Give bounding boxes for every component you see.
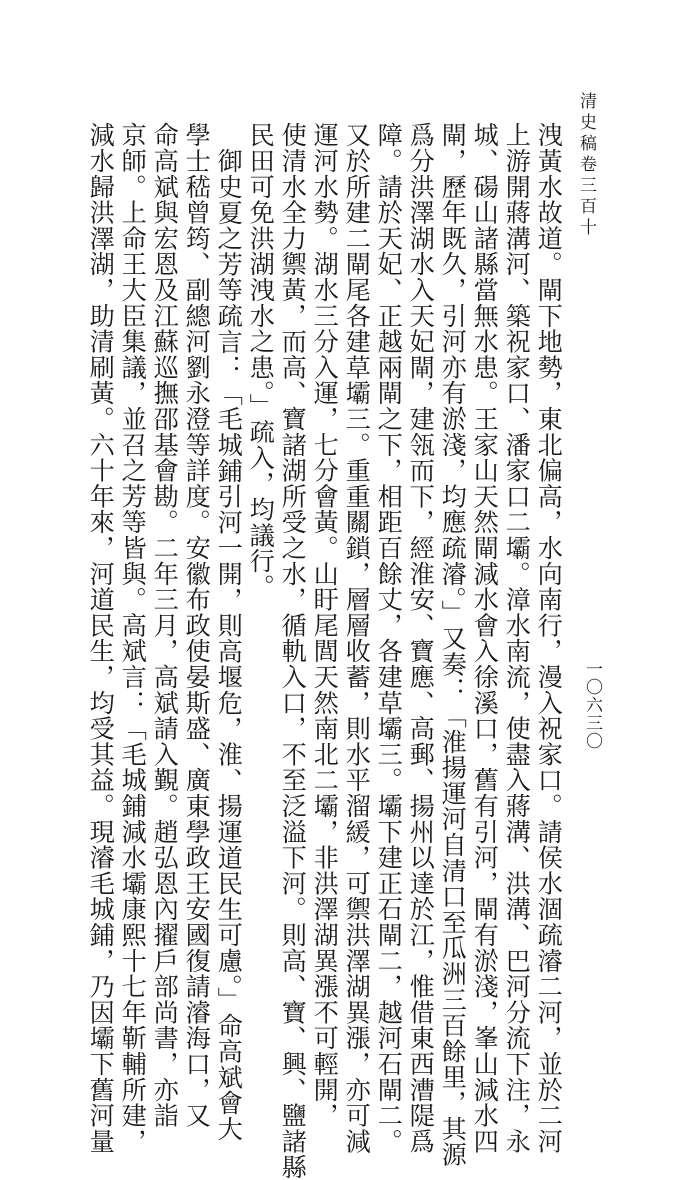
page-number: 一〇六三〇 (582, 660, 602, 750)
text-column: 爲分洪澤湖水入天妃閘，建瓴而下，經淮安、寶應、高郵、揚州以達於江，惟借東西漕隄爲 (406, 122, 436, 1154)
text-column: 御史夏之芳等疏言：「毛城鋪引河一開，則高堰危，淮、揚運道民生可慮。」命高斌會大 (214, 148, 244, 1142)
text-column: 洩黃水故道。閘下地勢，東北偏高，水向南行，漫入祝家口。請侯水涸疏濬二河，並於二河 (534, 122, 564, 1154)
text-column: 閘，歷年既久，引河亦有淤淺，均應疏濬。」又奏：「淮揚運河自清口至瓜洲三百餘里，其源 (438, 122, 468, 1168)
text-column: 京師。上命王大臣集議，並召之芳等皆與。高斌言：「毛城鋪減水壩康熙十七年靳輔所建， (118, 122, 148, 1154)
text-column: 又於所建二閘尾各建草壩三。重重關鎖，層層收蓄，則水平溜緩，可禦洪澤湖異漲，亦可減 (342, 122, 372, 1154)
text-column: 使清水全力禦黃，而高、寶諸湖所受之水，循軌入口，不至泛溢下河。則高、寶、興、鹽諸縣 (278, 122, 308, 1180)
running-title: 清史稿卷三百十 (576, 92, 596, 239)
text-column: 城、碭山諸縣當無水患。王家山天然閘減水會入徐溪口，舊有引河，閘有淤淺，峯山減水四 (470, 122, 500, 1154)
text-column: 學士嵇曾筠、副總河劉永澄等詳度。安徽布政使晏斯盛、廣東學政王安國復請濬海口，又 (182, 122, 212, 1129)
text-column: 民田可免洪湖洩水之患。」疏入，均議行。 (246, 122, 276, 600)
text-column: 上游開蔣溝河、築祝家口、潘家口二壩。漳水南流，使盡入蔣溝、洪溝、巴河分流下注，永 (502, 122, 532, 1154)
text-column: 減水歸洪澤湖，助清刷黃。六十年來，河道民生，均受其益。現濬毛城鋪，乃因壩下舊河量 (86, 122, 116, 1154)
text-column: 障。請於天妃、正越兩閘之下，相距百餘丈，各建草壩三。壩下建正石閘二，越河石閘二。 (374, 122, 404, 1154)
text-column: 運河水勢。湖水三分入運，七分會黃。山盱尾閭天然南北二壩，非洪澤湖異漲不可輕開， (310, 122, 340, 1129)
text-column: 命高斌與宏恩及江蘇巡撫邵基會勘。二年三月，高斌請入覲。趙弘恩內擢戶部尚書，亦詣 (150, 122, 180, 1129)
